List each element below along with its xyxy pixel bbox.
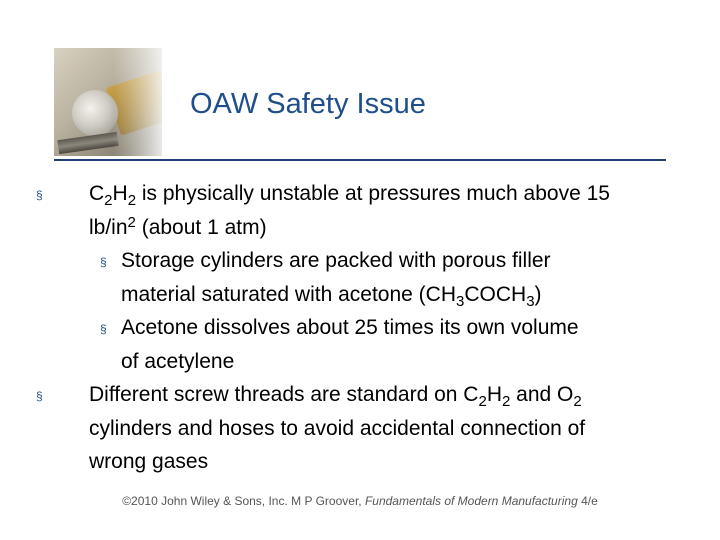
bullet-marker: §: [100, 322, 107, 336]
subscript: 3: [456, 292, 465, 310]
bullet-line: [121, 314, 579, 342]
footer-book-title: Fundamentals of Modern Manufacturing: [364, 494, 578, 508]
text-segment: C: [89, 182, 105, 205]
subscript: 2: [127, 192, 137, 209]
bullet-line: [89, 214, 267, 242]
text-segment: cylinders and hoses to avoid accidental connection of: [89, 416, 586, 440]
bullet-line: [89, 448, 208, 476]
subscript: 3: [526, 292, 535, 310]
text-segment: Acetone dissolves about 25 times its own volume: [121, 316, 579, 339]
text-segment: COCH: [464, 282, 527, 306]
bullet-line: [89, 381, 582, 409]
bullet-line: [121, 247, 551, 275]
text-segment: H: [486, 383, 502, 406]
footer-copyright: ©2010 John Wiley & Sons, Inc. M P Groover,: [122, 494, 365, 508]
bullet-marker: §: [36, 389, 43, 403]
text-segment: Different screw threads are standard on C: [89, 383, 479, 406]
bullet-line: [121, 348, 234, 376]
text-segment: Storage cylinders are packed with porous filler: [121, 249, 551, 272]
bullet-line: [89, 180, 610, 208]
bullet-line: [121, 281, 542, 309]
footer: [0, 494, 720, 508]
bullet-marker: §: [100, 255, 107, 269]
footer-edition: 4/e: [577, 494, 598, 508]
text-segment: wrong gases: [89, 450, 209, 473]
subscript: 2: [573, 393, 582, 410]
text-segment: lb/in: [89, 215, 128, 239]
text-segment: (about 1 atm): [135, 215, 267, 239]
subscript: 2: [478, 393, 487, 410]
bullet-line: [89, 415, 585, 443]
superscript: 2: [127, 213, 136, 231]
text-segment: of acetylene: [121, 349, 235, 373]
text-segment: material saturated with acetone (CH: [121, 282, 456, 306]
subscript: 2: [104, 192, 113, 209]
text-segment: is physically unstable at pressures much above 15: [136, 182, 610, 205]
text-segment: and O: [510, 383, 574, 406]
slide-title: OAW Safety Issue: [190, 88, 426, 120]
bullet-marker: §: [36, 188, 43, 202]
text-segment: H: [112, 182, 128, 205]
subscript: 2: [502, 393, 511, 410]
text-segment: ): [534, 282, 542, 306]
